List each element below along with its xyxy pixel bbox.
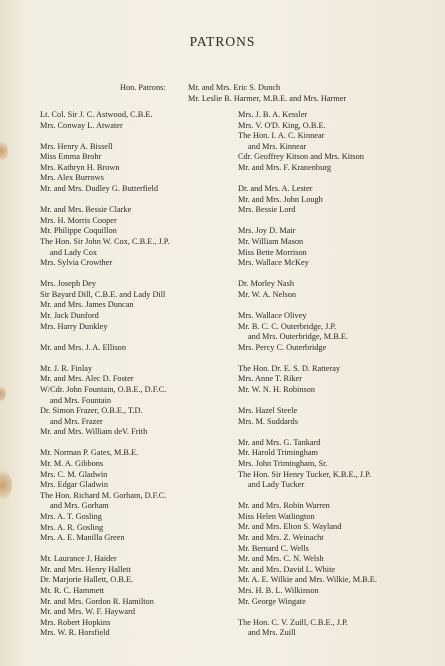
patron-name: Mr. Norman P. Gates, M.B.E.	[40, 448, 139, 458]
patron-name: Mrs. H. Morris Cooper	[40, 215, 117, 225]
patron-name: Mr. and Mrs. G. Tankard	[238, 437, 321, 447]
patron-name: Dr. Morley Nash	[238, 279, 294, 289]
patron-name: Mrs. Percy C. Outerbridge	[238, 342, 327, 352]
patron-name: Sir Bayard Dill, C.B.E. and Lady Dill	[40, 289, 166, 299]
honorary-label: Hon. Patrons:	[120, 83, 166, 92]
patron-name: Mrs. Sylvia Crowther	[40, 258, 113, 268]
patron-group	[40, 554, 235, 639]
patron-name: Miss Helen Watlington	[238, 511, 315, 521]
patron-name: The Hon. C. V. Zuill, C.B.E., J.P.	[238, 617, 348, 627]
patron-name: Mrs. J. B. A. Kessler	[238, 110, 308, 119]
patron-group	[40, 205, 235, 269]
patron-group	[40, 343, 235, 354]
patron-name: Mrs. Hazel Steele	[238, 406, 298, 416]
honorary-patrons	[120, 82, 346, 104]
patron-name: Miss Emma Brohr	[40, 152, 102, 162]
patron-group	[238, 184, 438, 216]
patron-name: Mr. Philippe Coquillon	[40, 226, 117, 236]
honorary-name: Mr. and Mrs. Eric S. Dunch	[188, 83, 281, 92]
patron-name: Miss Bette Morrison	[238, 247, 307, 257]
patron-name: The Hon. Sir John W. Cox, C.B.E., J.P.	[40, 236, 170, 246]
patron-name: Mrs. Robert Hopkins	[40, 617, 111, 627]
patron-name: Mrs. Kathryn H. Brown	[40, 162, 120, 172]
patron-name: Mr. J. R. Finlay	[40, 363, 93, 373]
patron-name: Mr. William Mason	[238, 236, 304, 246]
patron-name: Mrs. Alex Burrows	[40, 173, 104, 183]
patron-group	[40, 448, 235, 543]
patron-group	[40, 110, 235, 131]
patron-name: Mr. Bernard C. Wells	[238, 543, 309, 553]
paper-stain-bottom	[0, 468, 12, 502]
patron-name: Mrs. Joseph Dey	[40, 279, 96, 289]
patron-name: The Hon. Richard M. Gorham, D.F.C.	[40, 490, 167, 500]
patron-name: Mr. and Mrs. C. N. Welsh	[238, 554, 324, 564]
patron-name: Dr. and Mrs. A. Lester	[238, 184, 313, 194]
patron-name: Mr. and Mrs. David L. White	[238, 564, 336, 574]
patron-name: Mr. M. A. Gibbons	[40, 459, 104, 469]
patron-group	[238, 438, 438, 491]
patron-name: Mr. Harold Trimingham	[238, 448, 318, 458]
patron-group	[40, 364, 235, 438]
patron-group	[238, 311, 438, 353]
patron-list-left	[40, 110, 235, 650]
patron-name: Mr. and Mrs. Robin Warren	[238, 501, 330, 511]
patron-name: Mrs. Harry Dunkley	[40, 321, 108, 331]
page-title: PATRONS	[189, 34, 256, 49]
patron-name: The Hon. I. A. C. Kinnear	[238, 131, 325, 141]
patron-name: Mrs. Joy D. Mair	[238, 226, 296, 236]
patron-name: Mr. A. E. Wilkie and Mrs. Wilkie, M.B.E.	[238, 575, 377, 585]
patron-group	[238, 110, 438, 174]
patron-name: and Mrs. Zuill	[248, 628, 296, 638]
patron-name: W/Cdr. John Fountain, O.B.E., D.F.C.	[40, 384, 167, 394]
patron-name: and Mrs. Kinnear	[248, 141, 307, 151]
patron-name: Mr. and Mrs. J. A. Ellison	[40, 342, 126, 352]
patron-name: Mr. George Wingate	[238, 596, 306, 606]
paper-stain-top	[0, 140, 8, 162]
patron-name: and Lady Tucker	[248, 480, 305, 490]
patron-name: Mrs. Edgar Gladwin	[40, 480, 108, 490]
patron-name: Mr. and Mrs. John Lough	[238, 194, 323, 204]
patron-name: Mrs. W. R. Horsfield	[40, 628, 110, 638]
patron-name: Mr. and Mrs. William deV. Frith	[40, 427, 148, 437]
patron-name: Mrs. A. T. Gosling	[40, 512, 102, 521]
patron-group	[40, 142, 235, 195]
patron-name: and Mrs. Gorham	[50, 501, 109, 511]
patron-name: Mr. Laurance J. Haider	[40, 554, 117, 564]
patron-name: Mr. and Mrs. Henry Hallett	[40, 564, 131, 574]
patron-name: and Lady Cox	[50, 247, 98, 257]
patron-list-right	[238, 110, 438, 649]
patron-name: Mrs. Wallace McKey	[238, 258, 309, 268]
patron-name: Mr. W. A. Nelson	[238, 289, 297, 299]
patron-group	[238, 501, 438, 607]
patron-name: Mr. and Mrs. Dudley G. Butterfield	[40, 184, 158, 194]
patron-group	[40, 279, 235, 332]
patron-name: Cdr. Geoffrey Kitson and Mrs. Kitson	[238, 152, 364, 162]
patron-name: Mrs. Wallace Olivey	[238, 310, 307, 320]
honorary-name: Mr. Leslie B. Harmer, M.B.E. and Mrs. Harmer	[188, 94, 347, 103]
patron-name: and Mrs. Frazer	[50, 416, 103, 426]
patron-name: Mrs. Bessie Lord	[238, 205, 296, 215]
patron-name: Mr. and Mrs. W. F. Hayward	[40, 607, 135, 617]
patron-name: Mr. and Mrs. Gordon R. Hamilton	[40, 596, 154, 606]
patron-name: Mr. and Mrs. James Duncan	[40, 300, 134, 310]
patron-name: Dr. Marjorie Hallett, O.B.E.	[40, 575, 134, 585]
patron-name: and Mrs. Outerbridge, M.B.E.	[248, 332, 349, 342]
patron-name: The Hon. Sir Henry Tucker, K.B.E., J.P.	[238, 469, 371, 479]
patron-name: Mr. R. C. Hammett	[40, 586, 105, 596]
patron-name: Mrs. John Trimingham, Sr.	[238, 458, 328, 468]
patron-name: Mr. B. C. C. Outerbridge, J.P.	[238, 321, 337, 331]
patron-name: Mrs. Anne T. Riker	[238, 374, 302, 384]
patron-name: Mrs. A. E. Manilla Green	[40, 533, 125, 543]
patron-name: Mr. and Mrs. F. Kranenburg	[238, 162, 331, 172]
patron-name: Mr. W. N. H. Robinson	[238, 384, 315, 394]
patron-name: Mrs. Conway L. Atwater	[40, 120, 123, 130]
patron-name: Mrs. Henry A. Bissell	[40, 141, 113, 151]
patron-name: Mrs. H. B. L. Wilkinson	[238, 585, 319, 595]
patron-name: Mr. and Mrs. Bessie Clarke	[40, 205, 132, 215]
patron-name: Lt. Col. Sir J. C. Astwood, C.B.E.	[40, 110, 153, 119]
patron-name: and Mrs. Fountain	[50, 395, 112, 405]
patron-name: Mrs. M. Suddards	[238, 416, 298, 426]
paper-stain-middle	[0, 385, 6, 403]
patron-name: Dr. Simon Frazer, O.B.E., T.D.	[40, 406, 143, 416]
patron-name: Mr. and Mrs. Elton S. Wayland	[238, 522, 342, 532]
patron-name: Mr. and Mrs. Alec D. Foster	[40, 374, 134, 384]
patron-name: Mrs. V. O'D. King, O.B.E.	[238, 120, 326, 130]
patron-group	[238, 226, 438, 268]
patron-group	[238, 279, 438, 300]
patron-name: The Hon. Dr. E. S. D. Ratteray	[238, 363, 341, 373]
patron-name: Mr. Jack Dunford	[40, 311, 99, 320]
patron-group	[238, 406, 438, 427]
patron-name: Mr. and Mrs. Z. Weinacht	[238, 533, 324, 542]
patron-name: Mrs. A. R. Gosling	[40, 522, 104, 532]
patron-group	[238, 618, 438, 639]
patron-group	[238, 364, 438, 396]
patron-name: Mrs. C. M. Gladwin	[40, 469, 108, 479]
